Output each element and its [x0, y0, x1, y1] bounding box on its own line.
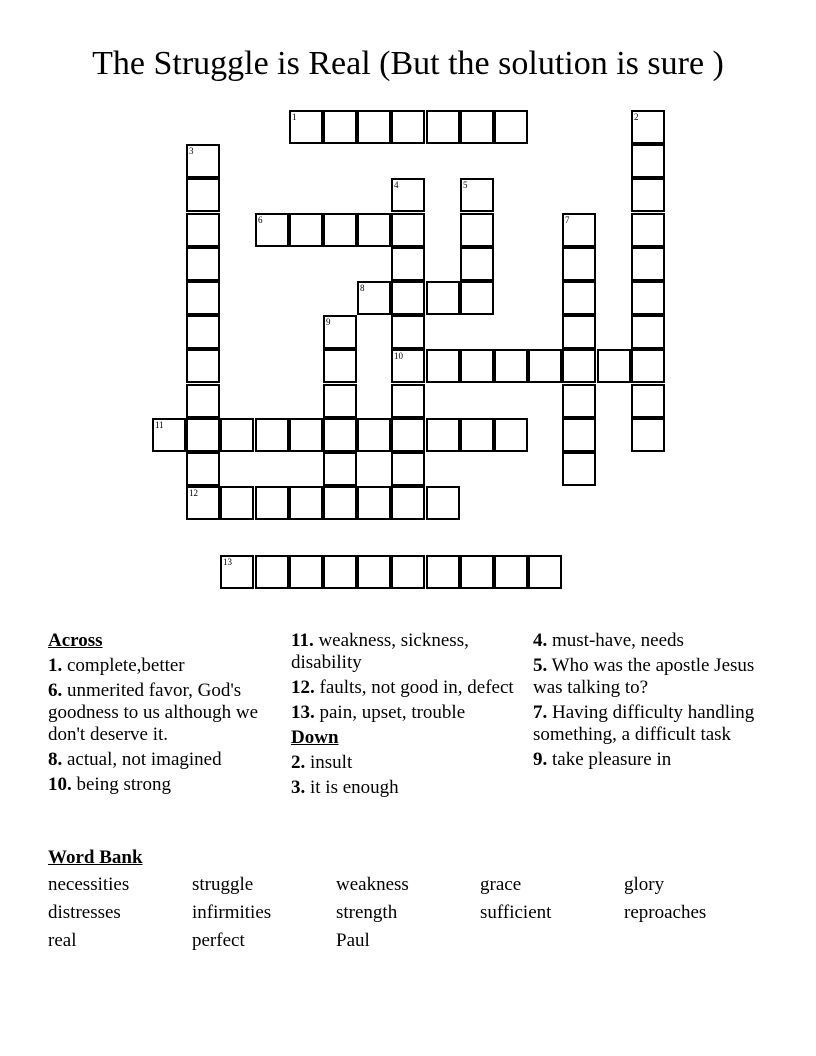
clues-column-2	[291, 630, 521, 802]
clue-number: 1	[292, 112, 297, 122]
clue-number: 2	[634, 112, 639, 122]
crossword-cell[interactable]	[460, 178, 494, 212]
clue-number: 9	[326, 317, 331, 327]
crossword-cell[interactable]	[255, 486, 289, 520]
crossword-cell[interactable]	[631, 418, 665, 452]
word-bank-item: Paul	[336, 930, 370, 951]
crossword-cell[interactable]	[357, 555, 391, 589]
crossword-cell[interactable]	[460, 418, 494, 452]
crossword-cell[interactable]	[323, 213, 357, 247]
crossword-cell[interactable]	[597, 349, 631, 383]
clue-number: 11	[155, 420, 164, 430]
word-bank-item: necessities	[48, 874, 130, 895]
crossword-cell[interactable]	[323, 555, 357, 589]
crossword-cell[interactable]	[289, 213, 323, 247]
crossword-cell[interactable]	[255, 213, 289, 247]
crossword-cell[interactable]	[186, 281, 220, 315]
crossword-cell[interactable]	[220, 418, 254, 452]
clue-number: 3	[189, 146, 194, 156]
word-bank-item: distresses	[48, 902, 121, 923]
crossword-cell[interactable]	[186, 144, 220, 178]
crossword-cell[interactable]	[357, 281, 391, 315]
crossword-cell[interactable]	[391, 110, 425, 144]
crossword-cell[interactable]	[460, 555, 494, 589]
crossword-cell[interactable]	[391, 486, 425, 520]
crossword-cell[interactable]	[631, 144, 665, 178]
crossword-cell[interactable]	[562, 213, 596, 247]
crossword-cell[interactable]	[562, 349, 596, 383]
crossword-cell[interactable]	[426, 281, 460, 315]
clue-number: 6	[258, 215, 263, 225]
clue-number: 4	[394, 180, 399, 190]
across-clue-10: 10. being strong	[48, 774, 171, 795]
word-bank	[48, 846, 788, 952]
crossword-cell[interactable]	[528, 555, 562, 589]
down-clue-4: 4. must-have, needs	[533, 630, 684, 651]
crossword-cell[interactable]	[528, 349, 562, 383]
word-bank-item: perfect	[192, 930, 245, 951]
crossword-cell[interactable]	[186, 486, 220, 520]
crossword-cell[interactable]	[323, 315, 357, 349]
crossword-cell[interactable]	[391, 349, 425, 383]
crossword-cell[interactable]	[323, 452, 357, 486]
crossword-cell[interactable]	[426, 418, 460, 452]
crossword-cell[interactable]	[562, 384, 596, 418]
crossword-cell[interactable]	[631, 247, 665, 281]
clue-number: 13	[223, 557, 232, 567]
crossword-cell[interactable]	[391, 213, 425, 247]
across-clue-1: 1. complete,better	[48, 655, 185, 676]
down-clue-5: 5. Who was the apostle Jesus was talking to?	[533, 655, 755, 698]
crossword-cell[interactable]	[289, 555, 323, 589]
crossword-cell[interactable]	[391, 178, 425, 212]
clue-number: 8	[360, 283, 365, 293]
crossword-cell[interactable]	[323, 486, 357, 520]
crossword-cell[interactable]	[391, 418, 425, 452]
crossword-cell[interactable]	[323, 110, 357, 144]
crossword-cell[interactable]	[631, 349, 665, 383]
down-clue-2: 2. insult	[291, 752, 353, 773]
crossword-cell[interactable]	[186, 452, 220, 486]
crossword-cell[interactable]	[289, 418, 323, 452]
across-clue-8: 8. actual, not imagined	[48, 749, 222, 770]
crossword-cell[interactable]	[494, 349, 528, 383]
crossword-cell[interactable]	[220, 486, 254, 520]
crossword-cell[interactable]	[460, 349, 494, 383]
crossword-cell[interactable]	[186, 247, 220, 281]
crossword-cell[interactable]	[391, 384, 425, 418]
crossword-cell[interactable]	[460, 247, 494, 281]
down-heading: Down	[291, 727, 339, 748]
crossword-cell[interactable]	[631, 110, 665, 144]
crossword-cell[interactable]	[391, 555, 425, 589]
crossword-cell[interactable]	[426, 555, 460, 589]
clue-number: 5	[463, 180, 468, 190]
page-title: The Struggle is Real (But the solution is sure )	[92, 45, 724, 82]
crossword-cell[interactable]	[357, 110, 391, 144]
clue-number: 7	[565, 215, 570, 225]
crossword-cell[interactable]	[357, 418, 391, 452]
crossword-cell[interactable]	[391, 247, 425, 281]
crossword-cell[interactable]	[186, 349, 220, 383]
crossword-cell[interactable]	[460, 110, 494, 144]
word-bank-item: infirmities	[192, 902, 272, 923]
crossword-cell[interactable]	[460, 281, 494, 315]
word-bank-item: real	[48, 930, 77, 951]
crossword-cell[interactable]	[562, 452, 596, 486]
clues-column-1	[48, 630, 284, 799]
crossword-cell[interactable]	[186, 315, 220, 349]
across-clue-6: 6. unmerited favor, God's goodness to us although we don't deserve it.	[48, 680, 259, 745]
crossword-cell[interactable]	[562, 418, 596, 452]
across-clue-12: 12. faults, not good in, defect	[291, 677, 514, 698]
across-heading: Across	[48, 630, 103, 651]
word-bank-heading: Word Bank	[48, 847, 143, 868]
crossword-cell[interactable]	[562, 247, 596, 281]
crossword-cell[interactable]	[426, 110, 460, 144]
crossword-cell[interactable]	[460, 213, 494, 247]
word-bank-item: struggle	[192, 874, 254, 895]
crossword-cell[interactable]	[323, 384, 357, 418]
crossword-cell[interactable]	[391, 281, 425, 315]
word-bank-list	[48, 874, 788, 952]
across-clue-11: 11. weakness, sickness, disability	[291, 630, 469, 673]
crossword-cell[interactable]	[631, 178, 665, 212]
crossword-cell[interactable]	[186, 178, 220, 212]
crossword-cell[interactable]	[255, 418, 289, 452]
crossword-cell[interactable]	[426, 486, 460, 520]
crossword-cell[interactable]	[289, 486, 323, 520]
crossword-cell[interactable]	[152, 418, 186, 452]
crossword-cell[interactable]	[562, 315, 596, 349]
word-bank-item: grace	[480, 874, 522, 895]
crossword-cell[interactable]	[323, 349, 357, 383]
crossword-cell[interactable]	[494, 555, 528, 589]
crossword-cell[interactable]	[255, 555, 289, 589]
word-bank-item: weakness	[336, 874, 409, 895]
crossword-cell[interactable]	[631, 384, 665, 418]
down-clue-7: 7. Having difficulty handling something, a difficult task	[533, 702, 755, 745]
crossword-cell[interactable]	[631, 281, 665, 315]
clue-number: 12	[189, 488, 198, 498]
crossword-cell[interactable]	[357, 486, 391, 520]
crossword-cell[interactable]	[391, 452, 425, 486]
crossword-cell[interactable]	[631, 315, 665, 349]
crossword-cell[interactable]	[186, 384, 220, 418]
crossword-cell[interactable]	[631, 213, 665, 247]
word-bank-item: sufficient	[480, 902, 552, 923]
crossword-cell[interactable]	[494, 110, 528, 144]
crossword-cell[interactable]	[391, 315, 425, 349]
clue-number: 10	[394, 351, 403, 361]
crossword-cell[interactable]	[186, 213, 220, 247]
crossword-cell[interactable]	[289, 110, 323, 144]
crossword-cell[interactable]	[426, 349, 460, 383]
crossword-cell[interactable]	[357, 213, 391, 247]
word-bank-item: strength	[336, 902, 398, 923]
clues-column-3	[533, 630, 773, 774]
across-clue-13: 13. pain, upset, trouble	[291, 702, 466, 723]
crossword-cell[interactable]	[323, 418, 357, 452]
crossword-cell[interactable]	[562, 281, 596, 315]
word-bank-item: reproaches	[624, 902, 707, 923]
word-bank-item: glory	[624, 874, 665, 895]
crossword-cell[interactable]	[494, 418, 528, 452]
crossword-cell[interactable]	[186, 418, 220, 452]
down-clue-9: 9. take pleasure in	[533, 749, 672, 770]
down-clue-3: 3. it is enough	[291, 777, 399, 798]
crossword-cell[interactable]	[220, 555, 254, 589]
